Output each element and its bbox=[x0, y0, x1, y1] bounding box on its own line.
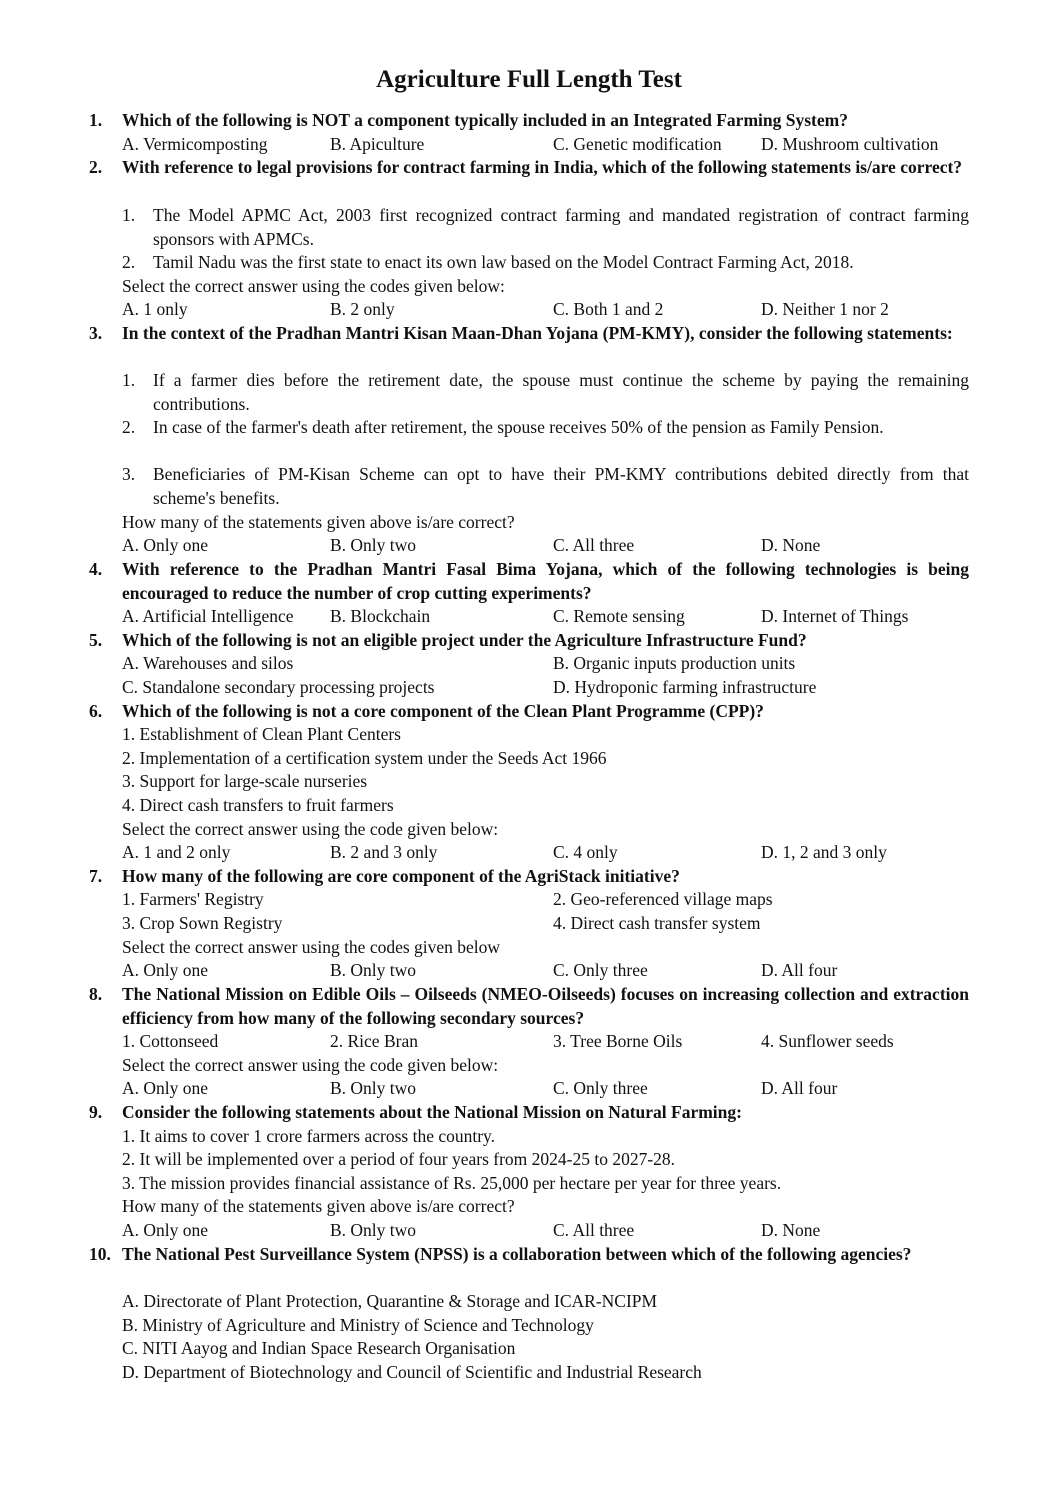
option-c: C. Genetic modification bbox=[553, 134, 722, 154]
option-b: B. Only two bbox=[330, 1220, 417, 1240]
option-d: D. Mushroom cultivation bbox=[761, 134, 939, 154]
list-item: 1. It aims to cover 1 crore farmers across the country. bbox=[122, 1126, 496, 1146]
question-number: 10. bbox=[89, 1244, 111, 1264]
option-a: A. Only one bbox=[122, 1220, 209, 1240]
answer-prompt: Select the correct answer using the codes given below bbox=[122, 937, 501, 957]
answer-prompt: How many of the statements given above is/are correct? bbox=[122, 512, 515, 532]
list-item: 2. Rice Bran bbox=[330, 1031, 418, 1051]
list-item: 4. Direct cash transfer system bbox=[553, 913, 761, 933]
question-number: 3. bbox=[89, 323, 103, 343]
question-number: 9. bbox=[89, 1102, 103, 1122]
option-c: C. All three bbox=[553, 535, 635, 555]
question-text: The National Mission on Edible Oils – Oilseeds (NMEO-Oilseeds) focuses on increasing collection and extraction efficiency from how many of the following secondary sources? bbox=[122, 984, 969, 1028]
list-item: 3. Support for large-scale nurseries bbox=[122, 771, 368, 791]
option-a: A. Warehouses and silos bbox=[122, 653, 294, 673]
option-a: A. Only one bbox=[122, 960, 209, 980]
list-item: 1. Cottonseed bbox=[122, 1031, 219, 1051]
statement-text: Tamil Nadu was the first state to enact its own law based on the Model Contract Farming Act, 2018. bbox=[153, 252, 854, 272]
answer-prompt: Select the correct answer using the code given below: bbox=[122, 819, 499, 839]
list-item: 4. Sunflower seeds bbox=[761, 1031, 894, 1051]
list-item: 3. Crop Sown Registry bbox=[122, 913, 283, 933]
statement-text: In case of the farmer's death after retirement, the spouse receives 50% of the pension as Family Pension. bbox=[153, 417, 884, 437]
statement-number: 2. bbox=[122, 252, 136, 272]
question-text: With reference to legal provisions for contract farming in India, which of the following statements is/are correct? bbox=[122, 157, 963, 177]
option-b: B. Only two bbox=[330, 535, 417, 555]
statement-text: The Model APMC Act, 2003 first recognized contract farming and mandated registration of contract farming sponsors with APMCs. bbox=[153, 205, 969, 249]
answer-prompt: Select the correct answer using the code given below: bbox=[122, 1055, 499, 1075]
option-a: A. Directorate of Plant Protection, Quarantine & Storage and ICAR-NCIPM bbox=[122, 1291, 658, 1311]
option-a: A. Only one bbox=[122, 535, 209, 555]
option-b: B. 2 and 3 only bbox=[330, 842, 438, 862]
option-b: B. Only two bbox=[330, 960, 417, 980]
option-c: C. Both 1 and 2 bbox=[553, 299, 664, 319]
question-text: The National Pest Surveillance System (NPSS) is a collaboration between which of the following agencies? bbox=[122, 1244, 912, 1264]
option-b: B. Only two bbox=[330, 1078, 417, 1098]
question-text: Which of the following is not an eligible project under the Agriculture Infrastructure Fund? bbox=[122, 630, 807, 650]
option-d: D. All four bbox=[761, 1078, 838, 1098]
option-d: D. Hydroponic farming infrastructure bbox=[553, 677, 817, 697]
question-text: Which of the following is NOT a component typically included in an Integrated Farming System? bbox=[122, 110, 848, 130]
statement-text: Beneficiaries of PM-Kisan Scheme can opt to have their PM-KMY contributions debited directly from that scheme's benefits. bbox=[153, 464, 969, 508]
option-a: A. 1 and 2 only bbox=[122, 842, 231, 862]
question-text: In the context of the Pradhan Mantri Kisan Maan-Dhan Yojana (PM-KMY), consider the following statements: bbox=[122, 323, 953, 343]
list-item: 3. The mission provides financial assistance of Rs. 25,000 per hectare per year for three years. bbox=[122, 1173, 782, 1193]
statement-text: If a farmer dies before the retirement date, the spouse must continue the scheme by paying the remaining contributions. bbox=[153, 370, 969, 414]
option-c: C. 4 only bbox=[553, 842, 618, 862]
statement-number: 1. bbox=[122, 370, 136, 390]
option-b: B. 2 only bbox=[330, 299, 395, 319]
question-text: How many of the following are core component of the AgriStack initiative? bbox=[122, 866, 680, 886]
statement-number: 1. bbox=[122, 205, 136, 225]
question-number: 1. bbox=[89, 110, 103, 130]
option-d: D. None bbox=[761, 535, 821, 555]
option-d: D. Department of Biotechnology and Council of Scientific and Industrial Research bbox=[122, 1362, 702, 1382]
question-number: 7. bbox=[89, 866, 103, 886]
page-title: Agriculture Full Length Test bbox=[376, 66, 682, 93]
option-a: A. 1 only bbox=[122, 299, 188, 319]
question-number: 6. bbox=[89, 701, 103, 721]
option-d: D. None bbox=[761, 1220, 821, 1240]
option-a: A. Vermicomposting bbox=[122, 134, 268, 154]
option-c: C. Standalone secondary processing projects bbox=[122, 677, 435, 697]
list-item: 3. Tree Borne Oils bbox=[553, 1031, 683, 1051]
list-item: 1. Farmers' Registry bbox=[122, 889, 264, 909]
option-b: B. Organic inputs production units bbox=[553, 653, 796, 673]
list-item: 2. It will be implemented over a period of four years from 2024-25 to 2027-28. bbox=[122, 1149, 676, 1169]
list-item: 2. Implementation of a certification system under the Seeds Act 1966 bbox=[122, 748, 607, 768]
list-item: 4. Direct cash transfers to fruit farmers bbox=[122, 795, 394, 815]
answer-prompt: How many of the statements given above is/are correct? bbox=[122, 1196, 515, 1216]
option-c: C. Remote sensing bbox=[553, 606, 685, 626]
option-d: D. 1, 2 and 3 only bbox=[761, 842, 887, 862]
option-c: C. Only three bbox=[553, 960, 648, 980]
option-b: B. Apiculture bbox=[330, 134, 425, 154]
statement-number: 2. bbox=[122, 417, 136, 437]
answer-prompt: Select the correct answer using the codes given below: bbox=[122, 276, 505, 296]
question-text: Which of the following is not a core component of the Clean Plant Programme (CPP)? bbox=[122, 701, 764, 721]
question-number: 5. bbox=[89, 630, 103, 650]
question-text: Consider the following statements about the National Mission on Natural Farming: bbox=[122, 1102, 742, 1122]
option-b: B. Blockchain bbox=[330, 606, 431, 626]
option-c: C. All three bbox=[553, 1220, 635, 1240]
option-d: D. Internet of Things bbox=[761, 606, 909, 626]
option-d: D. All four bbox=[761, 960, 838, 980]
list-item: 1. Establishment of Clean Plant Centers bbox=[122, 724, 401, 744]
option-c: C. Only three bbox=[553, 1078, 648, 1098]
question-number: 8. bbox=[89, 984, 103, 1004]
list-item: 2. Geo-referenced village maps bbox=[553, 889, 773, 909]
question-text: With reference to the Pradhan Mantri Fasal Bima Yojana, which of the following technologies is being encouraged to reduce the number of crop cutting experiments? bbox=[122, 559, 969, 603]
option-a: A. Only one bbox=[122, 1078, 209, 1098]
option-b: B. Ministry of Agriculture and Ministry of Science and Technology bbox=[122, 1315, 594, 1335]
option-a: A. Artificial Intelligence bbox=[122, 606, 294, 626]
option-c: C. NITI Aayog and Indian Space Research Organisation bbox=[122, 1338, 516, 1358]
question-number: 4. bbox=[89, 559, 103, 579]
question-number: 2. bbox=[89, 157, 103, 177]
statement-number: 3. bbox=[122, 464, 136, 484]
option-d: D. Neither 1 nor 2 bbox=[761, 299, 889, 319]
